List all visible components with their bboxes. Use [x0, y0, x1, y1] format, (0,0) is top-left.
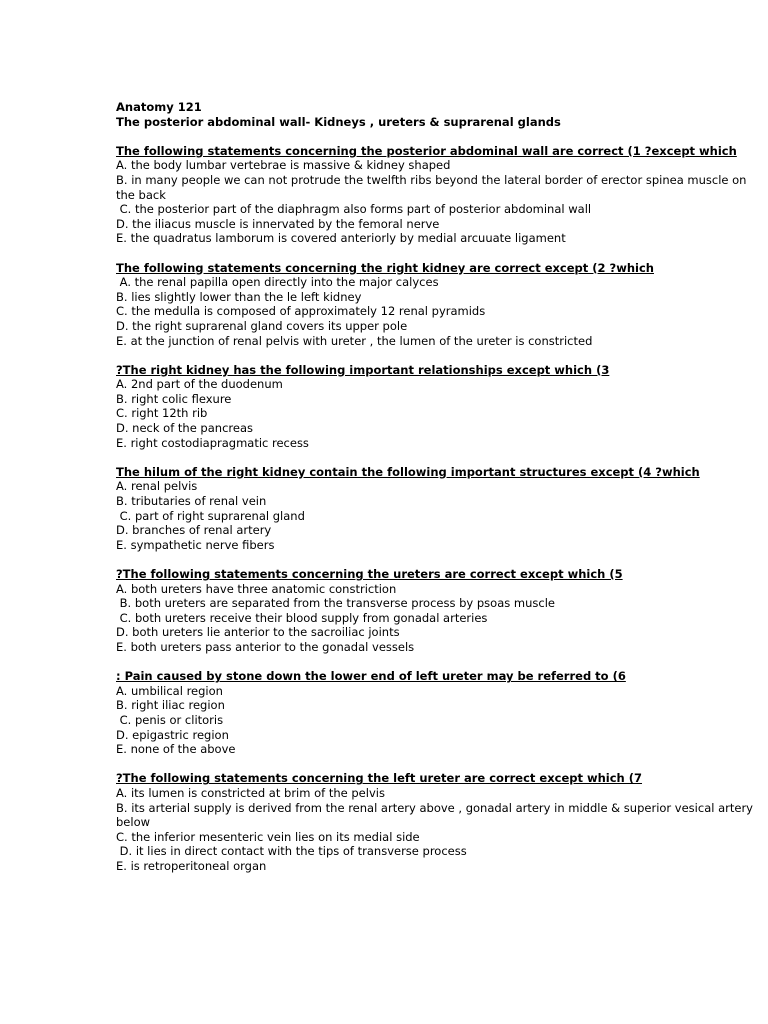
question-block: [116, 363, 756, 451]
answer-option: E. at the junction of renal pelvis with ureter , the lumen of the ureter is constricted: [116, 333, 593, 348]
answer-option: B. its arterial supply is derived from the renal artery above , gonadal artery in middle & superior vesical artery below: [116, 800, 757, 830]
question-block: [116, 567, 756, 655]
question-block: [116, 465, 756, 553]
answer-option: D. both ureters lie anterior to the sacroiliac joints: [116, 625, 400, 640]
question-block: [116, 771, 756, 873]
answer-option: E. right costodiapragmatic recess: [116, 435, 309, 450]
answer-options: [116, 377, 756, 450]
answer-options: [116, 275, 756, 348]
answer-option: C. right 12th rib: [116, 406, 208, 421]
answer-option: C. the inferior mesenteric vein lies on its medial side: [116, 829, 420, 844]
answer-option: C. part of right suprarenal gland: [116, 508, 305, 523]
question-text: The following statements concerning the right kidney are correct except (2 ?which: [116, 260, 654, 275]
question-list: [116, 144, 756, 874]
answer-option: B. right colic flexure: [116, 391, 232, 406]
answer-option: A. umbilical region: [116, 683, 223, 698]
document-title: Anatomy 121: [116, 100, 202, 114]
answer-option: A. its lumen is constricted at brim of the pelvis: [116, 785, 385, 800]
document-subtitle: The posterior abdominal wall- Kidneys , ureters & suprarenal glands: [116, 114, 561, 129]
answer-option: D. it lies in direct contact with the tips of transverse process: [116, 844, 467, 859]
answer-option: E. sympathetic nerve fibers: [116, 537, 275, 552]
answer-options: [116, 158, 756, 246]
answer-options: [116, 786, 756, 874]
answer-option: A. the body lumbar vertebrae is massive & kidney shaped: [116, 158, 451, 173]
answer-option: B. both ureters are separated from the transverse process by psoas muscle: [116, 596, 555, 611]
answer-option: D. epigastric region: [116, 727, 229, 742]
question-text: ?The following statements concerning the left ureter are correct except which (7: [116, 771, 643, 786]
answer-option: C. the medulla is composed of approximately 12 renal pyramids: [116, 304, 486, 319]
answer-option: A. the renal papilla open directly into the major calyces: [116, 275, 439, 290]
question-block: [116, 261, 756, 349]
question-text: The hilum of the right kidney contain the following important structures except (4 ?which: [116, 464, 700, 479]
answer-option: B. right iliac region: [116, 698, 225, 713]
answer-option: A. both ureters have three anatomic constriction: [116, 581, 397, 596]
question-block: [116, 144, 756, 246]
answer-option: B. tributaries of renal vein: [116, 494, 267, 509]
answer-option: E. both ureters pass anterior to the gonadal vessels: [116, 639, 415, 654]
document-page: [116, 100, 756, 888]
answer-option: C. penis or clitoris: [116, 712, 224, 727]
answer-option: E. is retroperitoneal organ: [116, 858, 267, 873]
answer-options: [116, 684, 756, 757]
answer-option: B. lies slightly lower than the le left kidney: [116, 289, 362, 304]
answer-option: D. neck of the pancreas: [116, 421, 253, 436]
answer-options: [116, 479, 756, 552]
answer-option: C. both ureters receive their blood supply from gonadal arteries: [116, 610, 488, 625]
answer-option: D. branches of renal artery: [116, 523, 272, 538]
answer-option: D. the right suprarenal gland covers its upper pole: [116, 318, 408, 333]
answer-option: A. 2nd part of the duodenum: [116, 377, 283, 392]
answer-option: E. none of the above: [116, 742, 236, 757]
answer-option: D. the iliacus muscle is innervated by the femoral nerve: [116, 216, 440, 231]
question-block: [116, 669, 756, 757]
question-text: The following statements concerning the posterior abdominal wall are correct (1 ?except which: [116, 143, 737, 158]
question-text: : Pain caused by stone down the lower end of left ureter may be referred to (6: [116, 669, 626, 684]
answer-option: E. the quadratus lamborum is covered anteriorly by medial arcuuate ligament: [116, 231, 566, 246]
answer-option: A. renal pelvis: [116, 479, 198, 494]
question-text: ?The following statements concerning the ureters are correct except which (5: [116, 567, 623, 581]
answer-options: [116, 582, 756, 655]
answer-option: B. in many people we can not protrude the twelfth ribs beyond the lateral border of erector spinea muscle on the back: [116, 172, 751, 202]
question-text: ?The right kidney has the following important relationships except which (3: [116, 362, 610, 377]
answer-option: C. the posterior part of the diaphragm also forms part of posterior abdominal wall: [116, 202, 592, 217]
